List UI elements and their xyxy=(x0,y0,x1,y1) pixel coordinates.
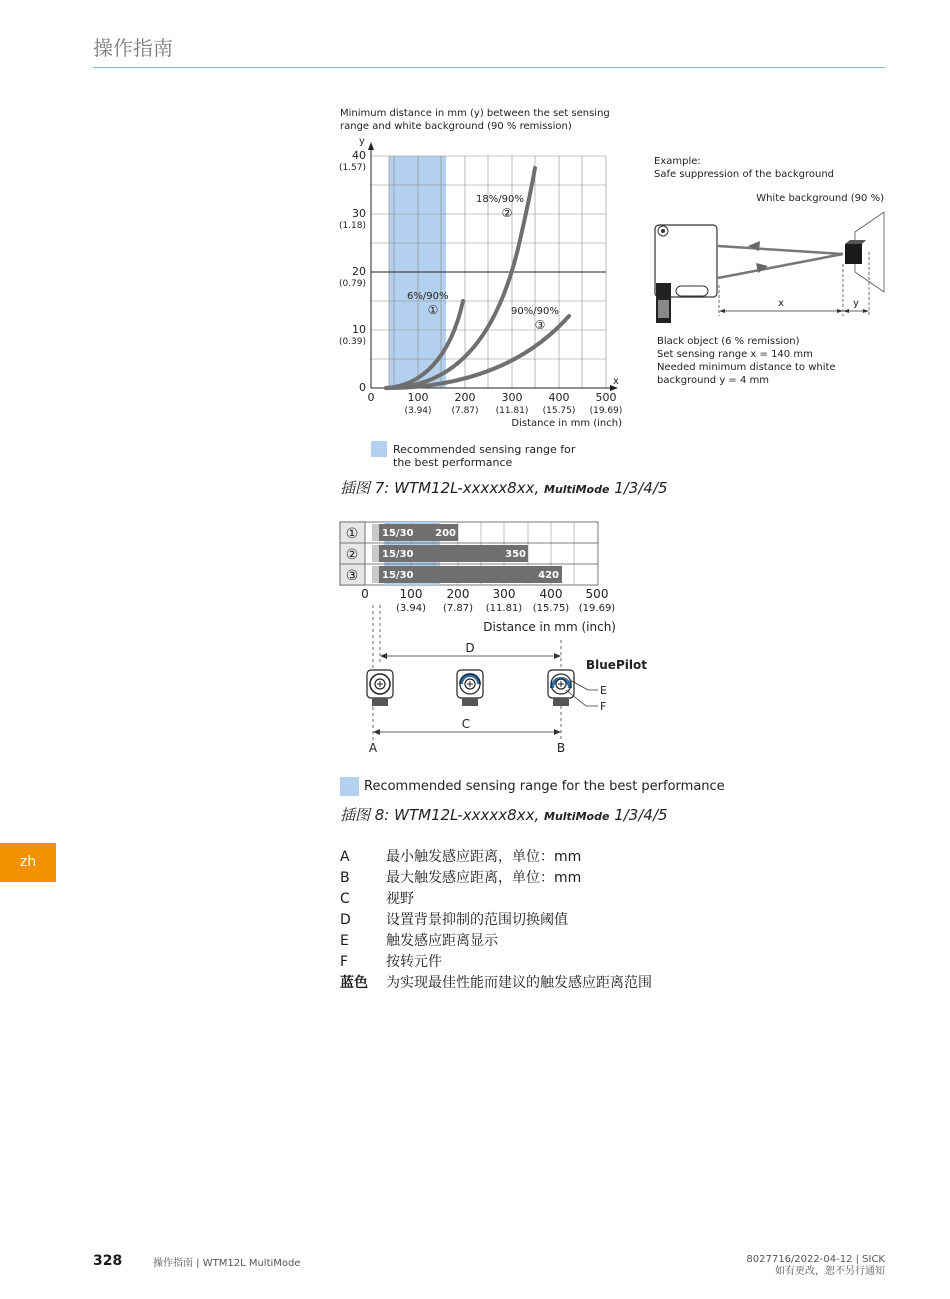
x-tick-label: 100 xyxy=(399,587,423,601)
key-row xyxy=(340,889,414,910)
example-title: Example: xyxy=(654,156,701,167)
bar-max-label: 420 xyxy=(538,570,559,581)
curve-label-1: 6%/90% xyxy=(407,291,449,302)
label-E: E xyxy=(600,684,607,697)
footer-notice: 如有更改，恕不另行通知 xyxy=(775,1266,885,1277)
x-tick-sub: (19.69) xyxy=(578,603,616,614)
x-tick-label: 300 xyxy=(501,391,523,404)
caption-suffix: 1/3/4/5 xyxy=(614,806,668,824)
knob-min-icon xyxy=(367,670,393,706)
key-desc: 为实现最佳性能而建议的触发感应距离范围 xyxy=(386,975,652,991)
caption-suffix: 1/3/4/5 xyxy=(614,479,668,497)
legend-swatch xyxy=(340,777,359,796)
x-tick-label: 400 xyxy=(539,587,563,601)
y-tick-label: 10 xyxy=(352,323,366,336)
x-tick-label: 0 xyxy=(361,587,369,601)
row-num: ② xyxy=(345,547,359,563)
example-note: Black object (6 % remission) xyxy=(657,336,800,347)
curve-label-2: 18%/90% xyxy=(476,194,524,205)
beam-out xyxy=(718,246,843,254)
x-tick-label: 400 xyxy=(548,391,570,404)
x-tick-sub: (7.87) xyxy=(451,406,479,416)
dim-y-label: y xyxy=(853,298,859,309)
x-tick-label: 200 xyxy=(446,587,470,601)
x-tick-sub: (15.75) xyxy=(542,406,576,416)
y-tick-sub: (0.39) xyxy=(338,337,366,347)
key-row xyxy=(340,952,442,973)
x-tick-sub: (19.69) xyxy=(589,406,623,416)
beam-back xyxy=(718,254,843,278)
curve-num-2: ② xyxy=(501,206,513,220)
x-tick-label: 500 xyxy=(585,587,609,601)
key-letter: 蓝色 xyxy=(340,975,368,991)
key-letter: D xyxy=(340,912,351,928)
label-B: B xyxy=(556,741,566,755)
header-rule xyxy=(93,67,885,68)
label-C: C xyxy=(461,717,471,731)
legend-line1: Recommended sensing range for xyxy=(393,443,576,456)
bar-range-label: 15/30 xyxy=(382,570,414,581)
x-tick-label: 500 xyxy=(595,391,617,404)
bar-max-label: 350 xyxy=(505,549,526,560)
x-tick-sub: (15.75) xyxy=(532,603,570,614)
x-tick-sub: (11.81) xyxy=(495,406,529,416)
legend-text xyxy=(393,443,575,469)
caption-prefix: 插图 7: WTM12L-xxxxx8xx, xyxy=(340,479,540,497)
x-tick-sub: (3.94) xyxy=(395,603,427,614)
key-letter: A xyxy=(340,849,350,865)
example-subtitle: Safe suppression of the background xyxy=(654,169,834,180)
y-tick-label: 20 xyxy=(352,265,366,278)
key-letter: C xyxy=(340,891,350,907)
figure7-x-letter: x xyxy=(613,376,619,387)
y-tick-label: 0 xyxy=(359,381,366,394)
key-letter: B xyxy=(340,870,350,886)
figure7-chart xyxy=(330,100,630,475)
y-axis-arrow xyxy=(368,142,374,150)
key-desc: 最小触发感应距离，单位：mm xyxy=(386,849,582,865)
curve-label-3: 90%/90% xyxy=(511,306,559,317)
example-note: Set sensing range x = 140 mm xyxy=(657,349,813,360)
key-row xyxy=(340,931,498,952)
black-object xyxy=(845,244,862,264)
caption-prefix: 插图 8: WTM12L-xxxxx8xx, xyxy=(340,806,540,824)
curve-num-3: ③ xyxy=(534,318,546,332)
bluepilot-label: BluePilot xyxy=(586,658,647,672)
key-desc: 设置背景抑制的范围切换阈值 xyxy=(386,912,568,928)
legend-swatch xyxy=(371,441,387,457)
white-bg-label: White background (90 %) xyxy=(756,193,884,204)
row-num: ① xyxy=(345,526,359,542)
y-tick-sub: (1.18) xyxy=(338,221,366,231)
y-tick-label: 40 xyxy=(352,149,366,162)
bar-range-label: 15/30 xyxy=(382,549,414,560)
key-letter: F xyxy=(340,954,349,970)
x-tick-label: 300 xyxy=(492,587,516,601)
figure7-y-letter: y xyxy=(359,136,365,147)
y-tick-sub: (1.57) xyxy=(338,163,366,173)
knob-max-icon xyxy=(548,670,574,706)
x-tick-label: 200 xyxy=(454,391,476,404)
x-tick-label: 0 xyxy=(367,391,375,404)
bar-range-label: 15/30 xyxy=(382,528,414,539)
bar-max-label: 200 xyxy=(435,528,456,539)
x-tick-label: 100 xyxy=(407,391,429,404)
key-desc: 按转元件 xyxy=(386,954,442,970)
page-number: 328 xyxy=(93,1253,123,1269)
legend-line2: the best performance xyxy=(393,456,513,469)
curve-num-1: ① xyxy=(427,303,439,317)
key-row xyxy=(340,973,652,994)
language-tab[interactable]: zh xyxy=(0,843,56,882)
figure7-caption xyxy=(340,477,668,498)
knob-mid-icon xyxy=(457,670,483,706)
figure8-chart xyxy=(335,515,675,760)
x-axis-label: Distance in mm (inch) xyxy=(511,418,622,429)
example-diagram xyxy=(645,150,890,390)
y-tick-label: 30 xyxy=(352,207,366,220)
caption-mode: MultiMode xyxy=(544,810,610,823)
key-row xyxy=(340,910,568,931)
caption-mode: MultiMode xyxy=(544,483,610,496)
figure8-caption xyxy=(340,804,668,825)
page-header-title: 操作指南 xyxy=(93,36,173,60)
x-tick-sub: (11.81) xyxy=(485,603,523,614)
footer-doc-id: 8027716/2022-04-12 | SICK xyxy=(746,1254,885,1265)
label-D: D xyxy=(465,641,475,655)
x-axis-label: Distance in mm (inch) xyxy=(483,620,616,634)
key-row xyxy=(340,847,581,868)
figure7-ylabel-line2: range and white background (90 % remission) xyxy=(340,121,572,132)
figure7-ylabel-line1: Minimum distance in mm (y) between the set sensing xyxy=(340,108,610,119)
legend-text: Recommended sensing range for the best performance xyxy=(364,779,725,794)
key-desc: 最大触发感应距离，单位：mm xyxy=(386,870,582,886)
key-desc: 触发感应距离显示 xyxy=(386,933,498,949)
y-tick-sub: (0.79) xyxy=(338,279,366,289)
x-tick-sub: (3.94) xyxy=(404,406,432,416)
footer-doc-title: 操作指南 | WTM12L MultiMode xyxy=(153,1258,301,1269)
footer-right xyxy=(746,1254,885,1278)
example-note: background y = 4 mm xyxy=(657,375,770,386)
label-A: A xyxy=(368,741,378,755)
key-row xyxy=(340,868,581,889)
example-note: Needed minimum distance to white xyxy=(657,362,836,373)
key-desc: 视野 xyxy=(386,891,414,907)
x-tick-sub: (7.87) xyxy=(442,603,474,614)
key-letter: E xyxy=(340,933,349,949)
row-num: ③ xyxy=(345,568,359,584)
label-F: F xyxy=(600,700,607,713)
dim-x-label: x xyxy=(778,298,784,309)
